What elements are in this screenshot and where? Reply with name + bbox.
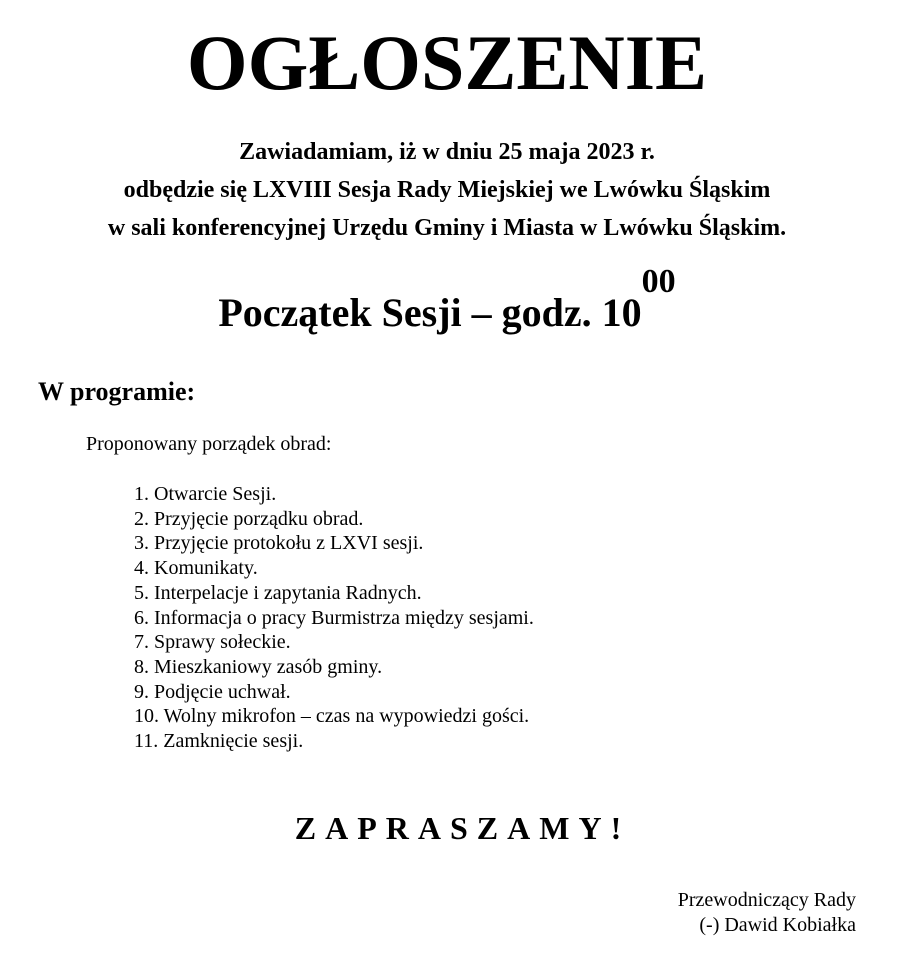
agenda-list: [134, 482, 534, 754]
signature-block: [678, 888, 856, 938]
agenda-item: 11. Zamknięcie sesji.: [134, 730, 304, 753]
intro-line-venue: w sali konferencyjnej Urzędu Gminy i Miasta w Lwówku Śląskim.: [107, 215, 787, 241]
signature-role: Przewodniczący Rady: [677, 889, 856, 911]
agenda-item: 9. Podjęcie uchwał.: [134, 680, 291, 703]
start-time-text: Początek Sesji – godz. 10: [218, 290, 642, 335]
intro-line-session: odbędzie się LXVIII Sesja Rady Miejskiej we Lwówku Śląskim: [123, 177, 771, 203]
page-title: OGŁOSZENIE: [186, 19, 708, 106]
session-start-time: [0, 263, 894, 338]
agenda-item: 1. Otwarcie Sesji.: [134, 483, 277, 505]
agenda-label: Proponowany porządek obrad:: [86, 433, 332, 455]
agenda-item: 6. Informacja o pracy Burmistrza między sesjami.: [134, 606, 534, 629]
announcement-intro: [0, 133, 894, 247]
start-time-minutes: 00: [641, 263, 676, 300]
agenda-item: 8. Mieszkaniowy zasób gminy.: [134, 655, 383, 678]
program-heading: W programie:: [38, 377, 196, 406]
agenda-item: 5. Interpelacje i zapytania Radnych.: [134, 581, 422, 604]
agenda-item: 3. Przyjęcie protokołu z LXVI sesji.: [134, 532, 424, 555]
signature-name: (-) Dawid Kobiałka: [699, 914, 856, 936]
agenda-item: 4. Komunikaty.: [134, 557, 258, 580]
agenda-item: 10. Wolny mikrofon – czas na wypowiedzi gości.: [134, 705, 530, 728]
invitation-text: ZAPRASZAMY!: [294, 810, 631, 846]
agenda-item: 7. Sprawy sołeckie.: [134, 631, 291, 654]
agenda-item: 2. Przyjęcie porządku obrad.: [134, 507, 364, 530]
intro-line-date: Zawiadamiam, iż w dniu 25 maja 2023 r.: [239, 139, 655, 165]
